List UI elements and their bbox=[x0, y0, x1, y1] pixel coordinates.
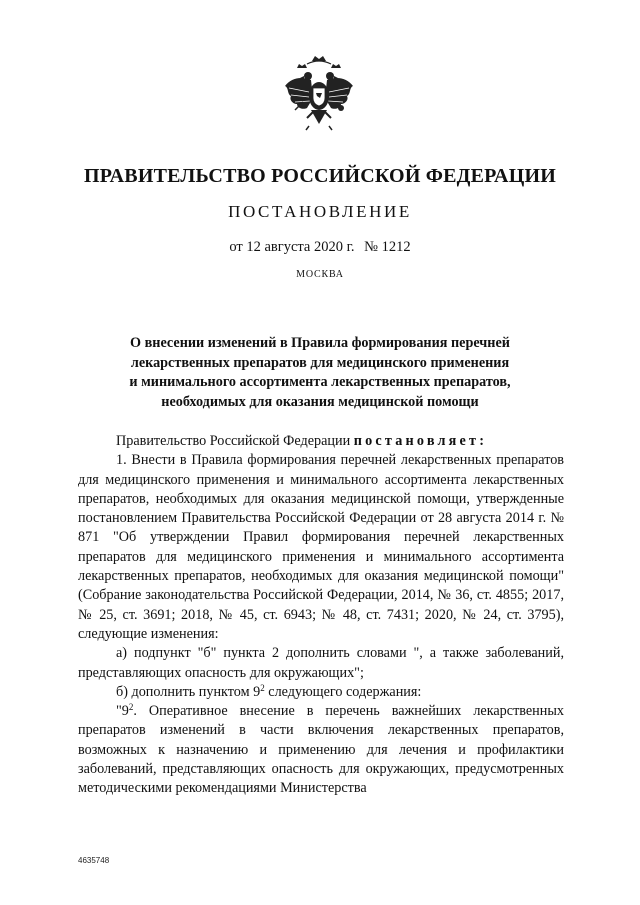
subject-line: необходимых для оказания медицинской помощи bbox=[161, 393, 479, 410]
document-barcode-number: 4635748 bbox=[78, 856, 110, 865]
document-date-line bbox=[0, 239, 640, 256]
subject-line: О внесении изменений в Правила формирования перечней bbox=[130, 335, 510, 351]
document-type: ПОСТАНОВЛЕНИЕ bbox=[228, 202, 412, 221]
item-b-prefix: б) дополнить пунктом 9 bbox=[116, 683, 261, 700]
preamble-text: Правительство Российской Федерации bbox=[116, 433, 351, 449]
russian-coat-of-arms-icon bbox=[281, 52, 357, 138]
item-1-paragraph: 1. Внести в Правила формирования перечней лекарственных препаратов для медицинского применения и минимального ассортимента лекарственных препаратов, необходимых для оказания медицинской помощи, утвержденные постановлением Правительства Российской Федерации от 28 августа 2014 г. № 871 "Об утверждении Правил формирования перечней лекарственных препаратов для медицинского применения и минимального ассортимента лекарственных препаратов, необходимых для оказания медицинской помощи" (Собрание законодательства Российской Федерации, 2014, № 36, ст. 4855; 2017, № 25, ст. 3691; 2018, № 45, ст. 6943; № 48, ст. 7431; 2020, № 24, ст. 3795), следующие изменения: bbox=[78, 452, 564, 642]
government-title: ПРАВИТЕЛЬСТВО РОССИЙСКОЙ ФЕДЕРАЦИИ bbox=[84, 165, 556, 187]
quote-prefix: "9 bbox=[116, 703, 129, 720]
item-b-superscript: 2 bbox=[260, 682, 265, 693]
decree-word: постановляет: bbox=[353, 433, 488, 449]
subject-line: и минимального ассортимента лекарственных препаратов, bbox=[129, 374, 511, 390]
quote-superscript: 2 bbox=[128, 702, 134, 713]
item-b-suffix: следующего содержания: bbox=[264, 683, 422, 700]
document-city: МОСКВА bbox=[296, 269, 344, 280]
subject-line: лекарственных препаратов для медицинского применения bbox=[130, 354, 510, 371]
item-a-paragraph: а) подпункт "б" пункта 2 дополнить словами ", а также заболеваний, представляющих опасность для окружающих"; bbox=[78, 645, 564, 681]
document-date: от 12 августа 2020 г. bbox=[229, 239, 355, 255]
item-b-paragraph bbox=[78, 683, 564, 702]
quote-text: . Оперативное внесение в перечень важнейших лекарственных препаратов изменений в части включения лекарственных препаратов, возможных к назначению и применению для лечения и профилактики заболеваний, представляющих опасность для окружающих, предусмотренных методическими рекомендациями Министерства bbox=[78, 703, 564, 797]
quoted-paragraph bbox=[78, 702, 564, 798]
preamble-paragraph bbox=[78, 432, 564, 451]
document-number: № 1212 bbox=[364, 239, 411, 255]
document-body bbox=[78, 432, 564, 799]
document-subject bbox=[0, 334, 640, 412]
